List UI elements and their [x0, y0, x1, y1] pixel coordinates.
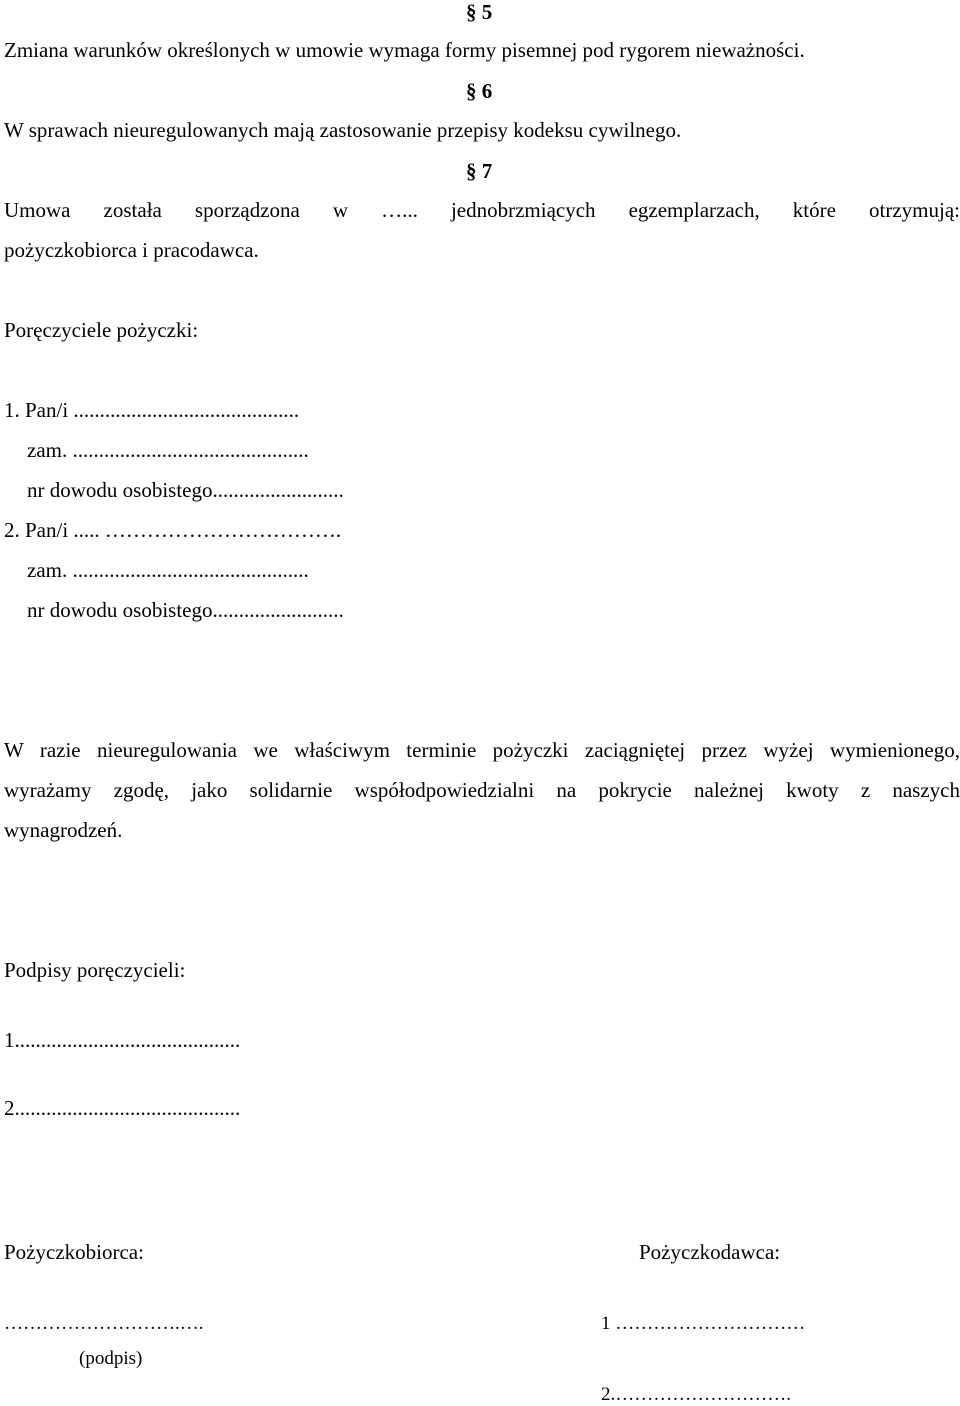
consent-line-1: W razie nieuregulowania we właściwym terminie pożyczki zaciągniętej przez wyżej wymienionego,: [4, 738, 960, 762]
guarantor-signatures-heading: Podpisy poręczycieli:: [4, 958, 186, 982]
section-6-heading: § 6: [466, 79, 493, 103]
guarantor-2-name: 2. Pan/i ..... …………………………….: [4, 518, 342, 542]
clause-7-line-1: Umowa została sporządzona w …... jednobrzmiących egzemplarzach, które otrzymują:: [4, 198, 960, 222]
consent-line-3: wynagrodzeń.: [4, 818, 123, 842]
lender-signature-line-1: 1 …………………………: [601, 1313, 806, 1334]
borrower-signature-line: ……………………….….: [4, 1313, 204, 1334]
clause-5-text: Zmiana warunków określonych w umowie wymaga formy pisemnej pod rygorem nieważności.: [4, 38, 805, 62]
guarantor-1-address: zam. .............................................: [27, 438, 309, 462]
borrower-signature-caption: (podpis): [79, 1348, 143, 1369]
guarantor-signature-1: 1...........................................: [4, 1028, 241, 1052]
guarantor-1-id: nr dowodu osobistego.........................: [27, 478, 344, 502]
lender-label: Pożyczkodawca:: [639, 1240, 781, 1264]
borrower-label: Pożyczkobiorca:: [4, 1240, 144, 1264]
consent-line-2: wyrażamy zgodę, jako solidarnie współodpowiedzialni na pokrycie należnej kwoty z naszych: [4, 778, 960, 802]
guarantors-heading: Poręczyciele pożyczki:: [4, 318, 199, 342]
guarantor-2-address: zam. .............................................: [27, 558, 309, 582]
clause-7-line-2: pożyczkobiorca i pracodawca.: [4, 238, 259, 262]
guarantor-2-id: nr dowodu osobistego.........................: [27, 598, 344, 622]
lender-signature-line-2: 2.……………………….: [601, 1384, 791, 1405]
guarantor-signature-2: 2...........................................: [4, 1096, 241, 1120]
section-7-heading: § 7: [466, 159, 493, 183]
section-5-heading: § 5: [466, 0, 493, 24]
clause-6-text: W sprawach nieuregulowanych mają zastosowanie przepisy kodeksu cywilnego.: [4, 118, 682, 142]
guarantor-1-name: 1. Pan/i ...........................................: [4, 398, 300, 422]
